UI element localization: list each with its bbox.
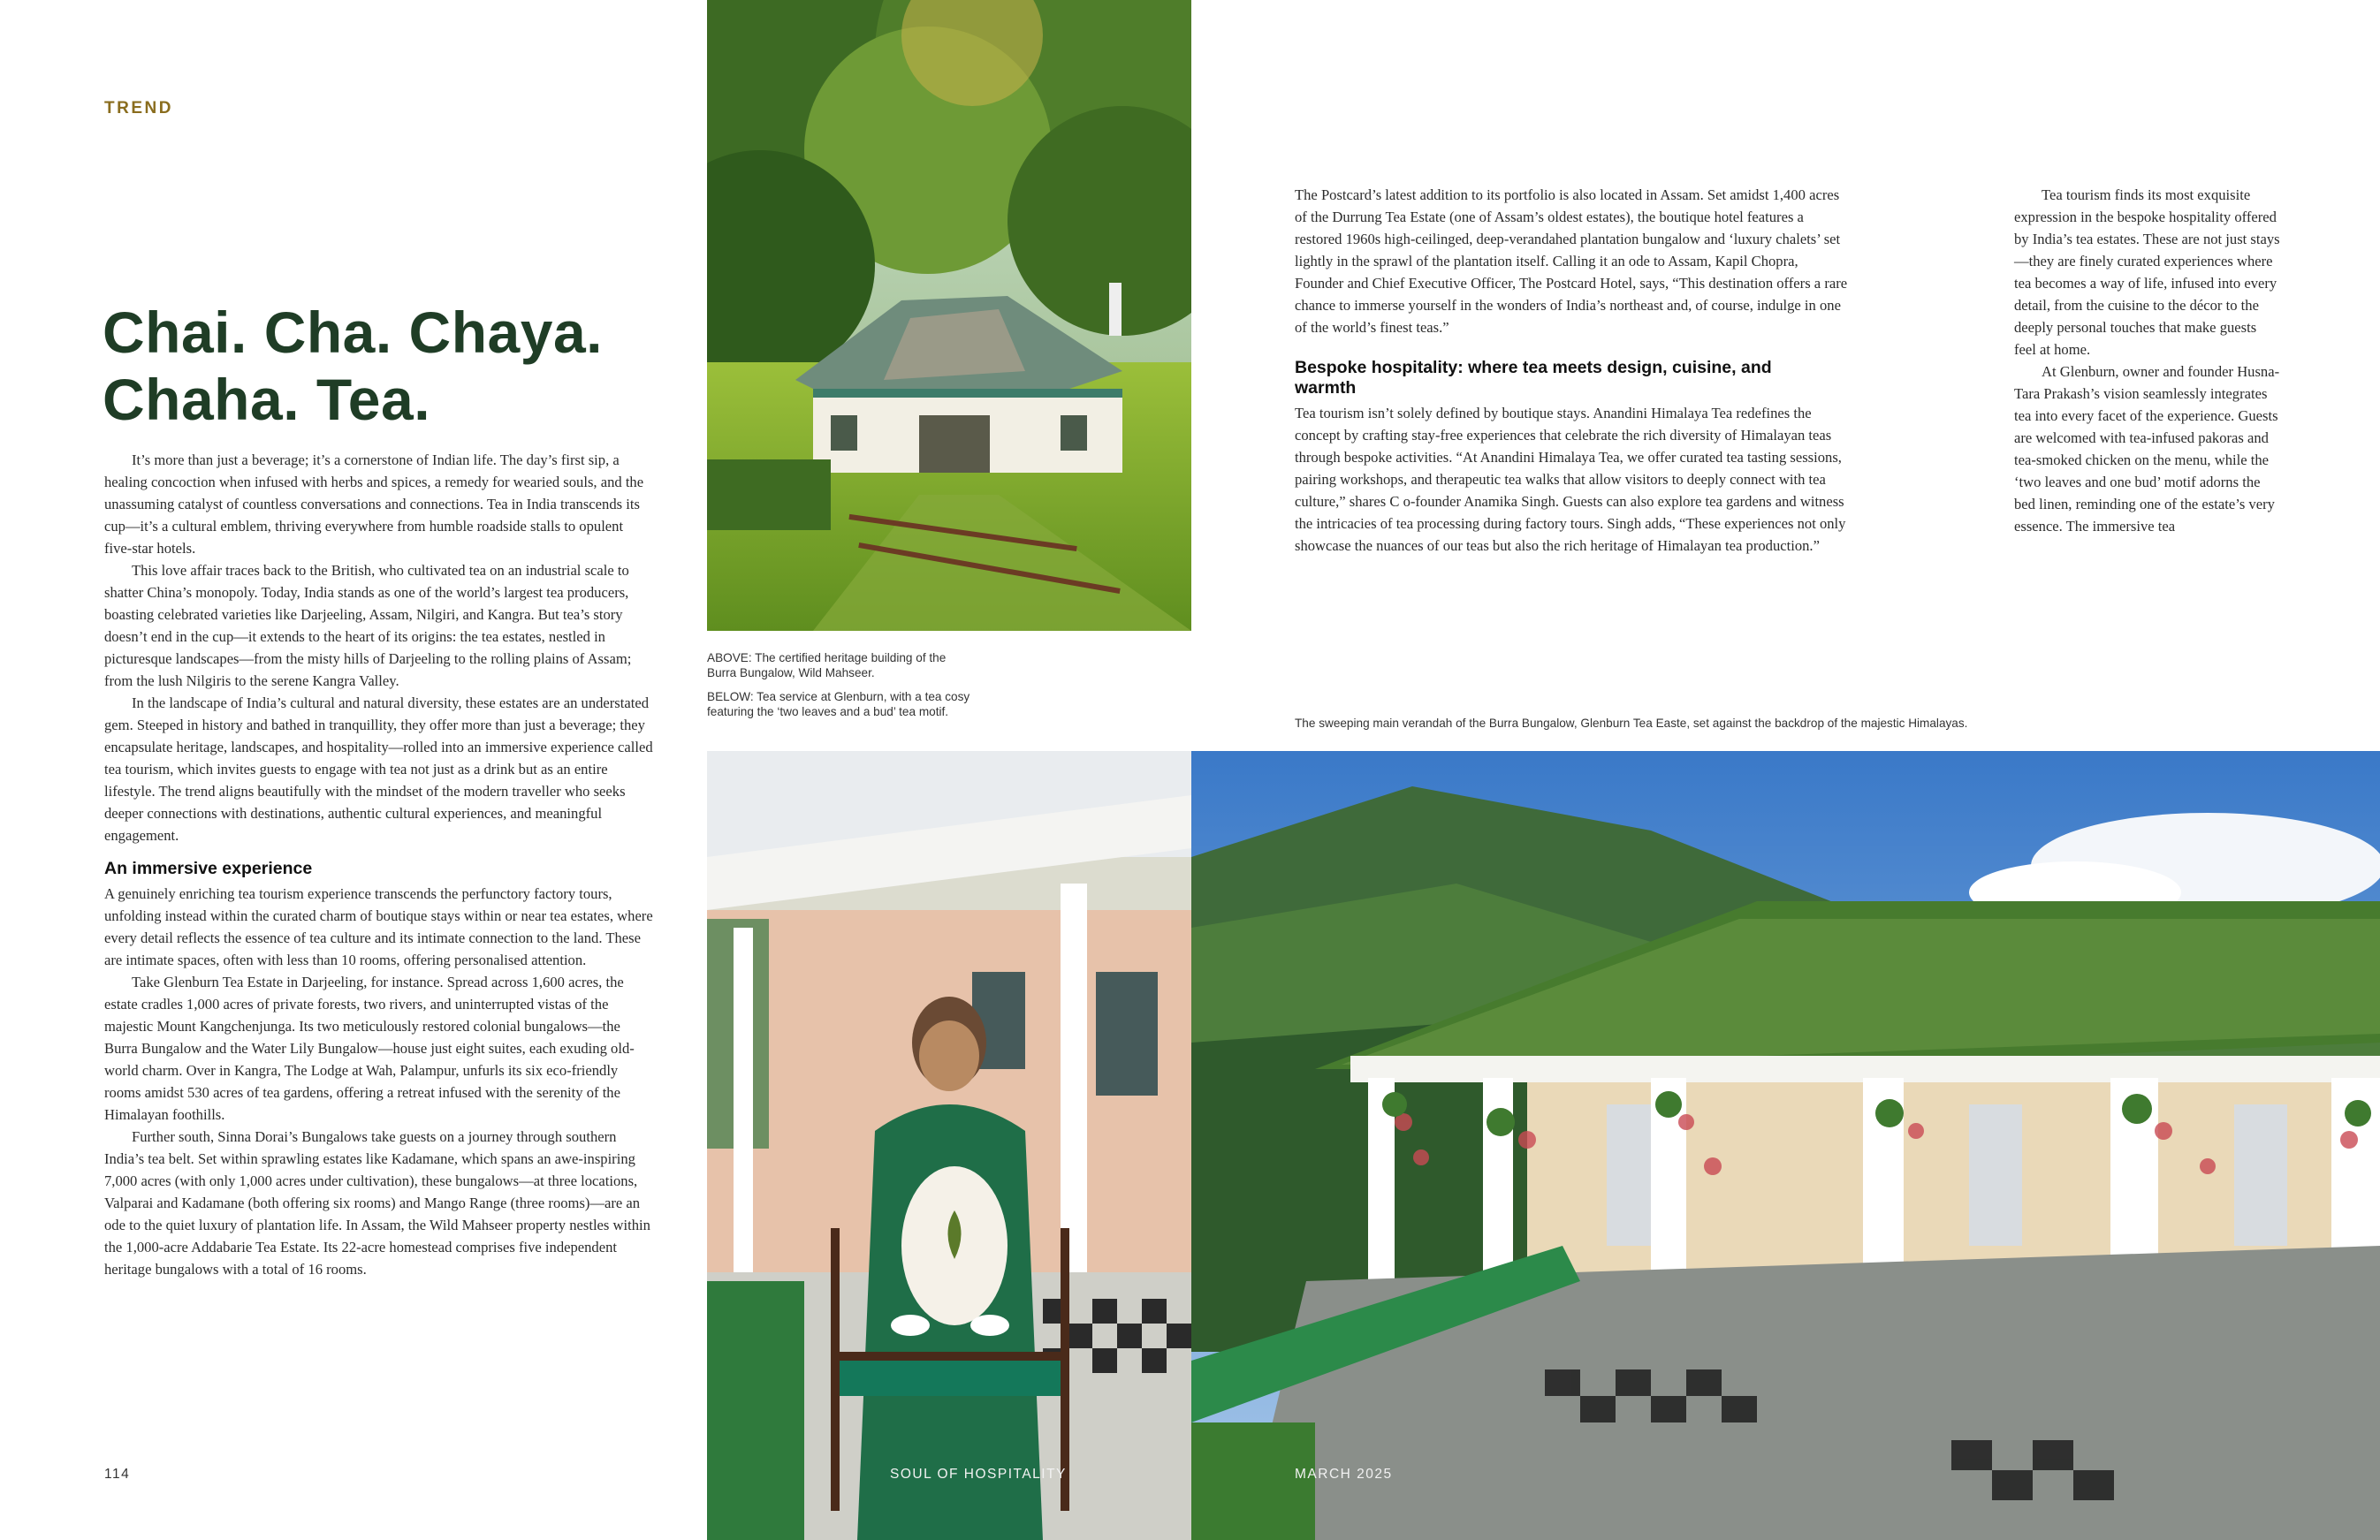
body-paragraph: Tea tourism isn’t solely defined by boutique stays. Anandini Himalaya Tea redefines the concept by crafting stay-free experiences that celebrate the rich diversity of Himalayan teas through bespoke activities. “At Anandini Himalaya Tea, we offer curated tea tasting sessions, pairing workshops, and therapeutic tea walks that allow visitors to deeply connect with tea culture,” shares C o-founder Anamika Singh. Guests can also explore tea gardens and witness the intricacies of tea processing during factory tours. Singh adds, “These experiences not only showcase the nuances of our teas but also the rich heritage of Himalayan tea production.” bbox=[1295, 405, 1846, 554]
body-paragraph: This love affair traces back to the British, who cultivated tea on an industrial scale to shatter China’s monopoly. Today, India stands as one of the world’s largest tea producers, boasting celebrated varieties like Darjeeling, Assam, Nilgiri, and Kangra. But tea’s story doesn’t end in the cup—it extends to the heart of its origins: the tea estates, nestled in picturesque landscapes—from the misty hills of Darjeeling to the rolling plains of Assam; from the lush Nilgiris to the serene Kangra Valley. bbox=[104, 562, 632, 689]
headline: Chai. Cha. Chaya. Chaha. Tea. bbox=[103, 300, 603, 432]
photo-tea-service-glenburn bbox=[707, 751, 1191, 1540]
photo-wild-mahseer-bungalow bbox=[707, 0, 1191, 631]
subhead-bespoke: Bespoke hospitality: where tea meets design, cuisine, and warmth bbox=[1295, 358, 1772, 398]
caption-above: ABOVE: The certified heritage building of the Burra Bungalow, Wild Mahseer. bbox=[707, 651, 947, 679]
body-paragraph: Take Glenburn Tea Estate in Darjeeling, for instance. Spread across 1,600 acres, the estate cradles 1,000 acres of private forests, two rivers, and uninterrupted vistas of the majestic Mount Kangchenjunga. Its two meticulously restored colonial bungalows—the Burra Bungalow and the Water Lily Bungalow—house just eight suites, each exuding old-world charm. Over in Kangra, The Lodge at Wah, Palampur, unfurls its six eco-friendly rooms amidst 530 acres of tea gardens, offering a retreat infused with the serenity of the Himalayan foothills. bbox=[104, 974, 635, 1123]
body-paragraph: At Glenburn, owner and founder Husna-Tara Prakash’s vision seamlessly integrates tea into every facet of the experience. Guests are welcomed with tea-infused pakoras and tea-smoked chicken on the menu, while the ‘two leaves and one bud’ motif adorns the bed linen, reminding one of the estate’s very essence. The immersive tea bbox=[2014, 363, 2280, 535]
subhead-immersive: An immersive experience bbox=[104, 859, 313, 878]
body-paragraph: It’s more than just a beverage; it’s a cornerstone of Indian life. The day’s first sip, a healing concoction when infused with herbs and spices, a remedy for wearied souls, and the unassuming catalyst of countless conversations and connections. Tea in India transcends its cup—it’s a cultural emblem, thriving everywhere from humble roadside stalls to opulent five-star hotels. bbox=[104, 451, 644, 557]
body-paragraph: A genuinely enriching tea tourism experience transcends the perfunctory factory tours, unfolding instead within the curated charm of boutique stays within or near tea estates, where every detail reflects the essence of tea culture and its intimate connection to the land. These are intimate spaces, often with less than 10 rooms, offering personalised attention. bbox=[104, 885, 653, 968]
body-paragraph: Tea tourism finds its most exquisite expression in the bespoke hospitality offered by India’s tea estates. These are not just stays—they are finely curated experiences where tea becomes a way of life, infused into every detail, from the cuisine to the décor to the deeply personal touches that make guests feel at home. bbox=[2014, 186, 2280, 358]
publication-name: SOUL OF HOSPITALITY bbox=[890, 1467, 1067, 1482]
body-paragraph: Further south, Sinna Dorai’s Bungalows take guests on a journey through southern India’s tea belt. Set within sprawling estates like Kadamane, which spans an awe-inspiring 7,000 acres (with only 1,000 acres under cultivation), these bungalows—at three locations, Valparai and Kadamane (both offering six rooms) and Mango Range (three rooms)—are an ode to the quiet luxury of plantation life. In Assam, the Wild Mahseer property nestles within the 1,000-acre Addabarie Tea Estate. Its 22-acre homestead comprises five independent heritage bungalows with a total of 16 rooms. bbox=[104, 1128, 650, 1278]
section-label: TREND bbox=[104, 99, 173, 118]
middle-column bbox=[1295, 184, 1850, 557]
caption-below: BELOW: Tea service at Glenburn, with a tea cosy featuring the ‘two leaves and a bud’ tea motif. bbox=[707, 690, 970, 718]
page-number: 114 bbox=[104, 1467, 131, 1482]
left-column bbox=[104, 449, 654, 1280]
body-paragraph: The Postcard’s latest addition to its portfolio is also located in Assam. Set amidst 1,400 acres of the Durrung Tea Estate (one of Assam’s oldest estates), the boutique hotel features a restored 1960s high-ceilinged, deep-verandahed plantation bungalow and ‘luxury chalets’ set lightly in the sprawl of the plantation itself. Calling it an ode to Assam, Kapil Chopra, Founder and Chief Executive Officer, The Postcard Hotel, says, “This destination offers a rare chance to immerse yourself in the wonders of India’s northeast and, of course, indulge in one of the world’s finest teas.” bbox=[1295, 186, 1848, 336]
caption-main-verandah: The sweeping main verandah of the Burra Bungalow, Glenburn Tea Easte, set against the backdrop of the majestic Himalayas. bbox=[1295, 717, 1968, 730]
body-paragraph: In the landscape of India’s cultural and natural diversity, these estates are an understated gem. Steeped in history and bathed in tranquillity, they offer more than just a beverage; they encapsulate heritage, landscapes, and hospitality—rolled into an immersive experience called tea tourism, which invites guests to engage with tea not just as a drink but as an entire lifestyle. The trend aligns beautifully with the mindset of the modern traveller who seeks deeper connections with destinations, authentic cultural experiences, and meaningful engagement. bbox=[104, 694, 653, 844]
issue-date: MARCH 2025 bbox=[1295, 1467, 1393, 1482]
right-column bbox=[2014, 184, 2281, 537]
photo-burra-bungalow-verandah bbox=[1191, 751, 2380, 1540]
